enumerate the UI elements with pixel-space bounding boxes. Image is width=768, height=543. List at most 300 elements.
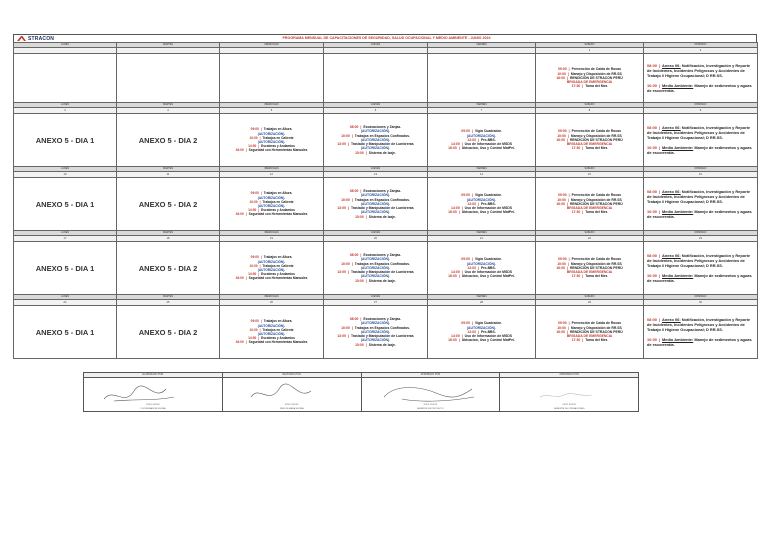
session-text: BRIGADA DE EMERGENCIA xyxy=(566,206,613,211)
session-time: 08:00 xyxy=(349,317,359,322)
session-text: Sistema de Izaje. xyxy=(368,342,396,347)
date-number-cell: 4 xyxy=(117,108,220,114)
separator: | xyxy=(658,337,661,342)
session-text: Prevención de Caída de Rocas xyxy=(571,257,621,262)
day-cell-fri xyxy=(428,306,536,359)
date-number-cell: 9 xyxy=(644,108,758,114)
session-time: 16:00 xyxy=(556,265,565,270)
annex-label: ANEXO 5 - DIA 2 xyxy=(138,199,198,209)
session-line xyxy=(324,343,427,347)
session-line xyxy=(647,209,754,219)
date-number-cell: 7 xyxy=(428,108,536,114)
session-time: 12:00 xyxy=(467,329,477,334)
day-name-cell: MIÉRCOLES xyxy=(220,43,324,48)
session-line xyxy=(324,215,427,219)
session-text: (AUTORIZACIÓN). xyxy=(257,332,286,336)
date-number-cell: 21 xyxy=(428,236,536,242)
session-topic-heading: Medio Ambiente: xyxy=(662,83,694,88)
signature-cell xyxy=(500,373,638,411)
session-time: 09:00 xyxy=(557,67,567,72)
session-time: 10:00 xyxy=(647,145,657,150)
signature-header: APROBADO POR xyxy=(500,373,638,378)
day-name-cell: SÁBADO xyxy=(536,103,644,108)
day-cell-mon xyxy=(14,114,117,167)
session-line xyxy=(324,279,427,283)
annex-label: ANEXO 5 - DIA 2 xyxy=(138,327,198,337)
separator: | xyxy=(458,338,460,343)
day-name-cell: JUEVES xyxy=(324,167,428,172)
session-text: Notificación, Investigación y Reporte de Incidentes, Incidentes Peligrosos y Accidentes de Trabajo // Higiene Ocupacional; D RR.SS. xyxy=(647,63,751,78)
separator: | xyxy=(259,135,261,140)
session-text: Escaleras y Andamios xyxy=(261,208,295,213)
session-list xyxy=(324,317,427,346)
session-text: Toma del Mes xyxy=(585,146,608,151)
day-name-cell: DOMINGO xyxy=(644,167,758,172)
session-topic-heading: Anexo 06: xyxy=(662,189,681,194)
session-text: Notificación, Investigación y Reporte de Incidentes, Incidentes Peligrosos y Accidentes de Trabajo // Higiene Ocupacional; D RR.SS. xyxy=(647,317,751,332)
day-cell-fri xyxy=(428,114,536,167)
session-text: (AUTORIZACIÓN). xyxy=(257,259,286,264)
date-number-cell: 8 xyxy=(536,108,644,114)
session-time: 10:00 xyxy=(557,71,566,76)
session-text: (AUTORIZACIÓN). xyxy=(360,338,391,343)
date-number-cell: 5 xyxy=(220,108,324,114)
session-line xyxy=(647,253,754,268)
session-time: 10:00 xyxy=(341,133,350,138)
session-text: Manejo de sedimentos y aguas de escorrentía. xyxy=(647,209,752,219)
separator: | xyxy=(351,133,353,138)
session-text: Toma del Mes xyxy=(585,84,608,89)
session-text: Escaleras y Andamios xyxy=(261,272,295,277)
day-cell-sat xyxy=(536,114,644,167)
session-time: 16:00 xyxy=(448,146,457,151)
date-number-cell: 15 xyxy=(536,172,644,178)
session-text: Trabajos en Caliente xyxy=(262,135,294,140)
separator: | xyxy=(567,71,569,76)
session-text: Notificación, Investigación y Reporte de Incidentes, Incidentes Peligrosos y Accidentes de Trabajo // Higiene Ocupacional; D RR.SS. xyxy=(647,189,751,204)
day-cell-sun xyxy=(644,54,758,103)
signature-header: APROBADO POR xyxy=(362,373,500,378)
session-text: Manejo y Disposición de RR.SS xyxy=(570,133,622,138)
session-text: Trabajos en Espacios Confinados. xyxy=(354,133,410,138)
signer-name: XXXX XXXXX xyxy=(562,404,576,406)
session-list xyxy=(536,129,643,150)
session-text: Trabajos en Altura. xyxy=(263,319,293,324)
session-time: 13:00 xyxy=(337,270,346,275)
day-name-cell: LUNES xyxy=(14,167,117,172)
session-line xyxy=(428,210,535,214)
session-text: (AUTORIZACIÓN). xyxy=(360,137,391,142)
session-text: Traslado y Manipulación de Lumbreras xyxy=(350,334,414,339)
separator: | xyxy=(461,270,463,275)
session-list xyxy=(536,321,643,342)
session-topic-heading: Anexo 06: xyxy=(662,125,681,130)
session-text: Uso de Información de MSDS xyxy=(464,270,512,275)
separator: | xyxy=(365,342,367,347)
session-line xyxy=(428,338,535,342)
session-text: (AUTORIZACIÓN). xyxy=(360,146,391,151)
date-number-cell: 13 xyxy=(324,172,428,178)
day-cell-thu xyxy=(324,306,428,359)
session-time: 15:00 xyxy=(355,150,364,155)
separator: | xyxy=(566,75,568,80)
separator: | xyxy=(568,257,570,262)
session-list xyxy=(428,321,535,342)
date-number-cell: 11 xyxy=(117,172,220,178)
session-time: 08:00 xyxy=(349,189,359,194)
date-number-cell: 18 xyxy=(117,236,220,242)
date-number-cell: 17 xyxy=(14,236,117,242)
session-line xyxy=(647,273,754,283)
separator: | xyxy=(471,321,473,326)
session-list xyxy=(644,125,757,155)
date-number-cell: 19 xyxy=(220,236,324,242)
session-text: Pre-BBS. xyxy=(480,265,496,270)
day-cell-fri xyxy=(428,242,536,295)
day-name-cell: VIERNES xyxy=(428,167,536,172)
signature-cell xyxy=(84,373,223,411)
date-number-cell: 2 xyxy=(644,48,758,54)
session-text: (AUTORIZACIÓN). xyxy=(360,201,391,206)
session-text: Escaleras y Andamios xyxy=(261,144,295,149)
session-text: Trabajos en Caliente xyxy=(262,263,294,268)
session-text: Prevención de Caída de Rocas xyxy=(571,321,621,326)
separator: | xyxy=(458,274,460,279)
session-text: Excavaciones y Zanjas. xyxy=(363,125,402,130)
session-time: 16:00 xyxy=(448,274,457,279)
session-text: (AUTORIZACIÓN). xyxy=(360,193,391,198)
signature-scribble xyxy=(362,377,500,403)
session-line xyxy=(647,189,754,204)
date-number-cell: 25 xyxy=(117,300,220,306)
week-row xyxy=(14,306,758,359)
day-name-cell: MARTES xyxy=(117,167,220,172)
session-text: Manejo de sedimentos y aguas de escorrentía. xyxy=(647,83,752,93)
session-time: 16:00 xyxy=(235,212,244,217)
session-list xyxy=(324,189,427,218)
separator: | xyxy=(245,340,247,345)
day-name-cell: MIÉRCOLES xyxy=(220,103,324,108)
session-time: 16:00 xyxy=(556,137,565,142)
session-text: BRIGADA DE EMERGENCIA xyxy=(566,80,613,85)
session-text: Sistema de Izaje. xyxy=(368,150,396,155)
session-text: Trabajos en Altura. xyxy=(263,127,293,132)
session-text: Excavaciones y Zanjas. xyxy=(363,317,402,322)
day-name-cell: JUEVES xyxy=(324,43,428,48)
session-text: (AUTORIZACIÓN). xyxy=(257,204,286,208)
session-text: RENDICIÓN DE STRACON PERÚ xyxy=(569,329,623,334)
day-cell-mon xyxy=(14,242,117,295)
day-name-cell: MIÉRCOLES xyxy=(220,231,324,236)
session-list xyxy=(644,317,757,347)
session-time: 09:00 xyxy=(557,129,567,134)
session-line xyxy=(536,84,643,88)
signature-header: ELABORADO POR xyxy=(84,373,222,378)
separator: | xyxy=(259,327,261,332)
session-time: 16:00 xyxy=(556,201,565,206)
session-list xyxy=(428,129,535,150)
separator: | xyxy=(478,329,479,334)
separator: | xyxy=(658,83,661,88)
session-time: 10:00 xyxy=(249,135,258,140)
separator: | xyxy=(478,137,479,142)
day-name-cell: VIERNES xyxy=(428,231,536,236)
session-time: 15:00 xyxy=(355,278,364,283)
session-time: 10:00 xyxy=(557,325,566,330)
session-text: Excavaciones y Zanjas. xyxy=(363,189,402,194)
session-line xyxy=(647,337,754,347)
week-row xyxy=(14,54,758,103)
separator: | xyxy=(461,206,463,211)
session-text: Prevención de Caída de Rocas xyxy=(571,67,621,72)
session-time: 17:30 xyxy=(571,210,581,215)
date-number-cell: 27 xyxy=(324,300,428,306)
session-time: 09:00 xyxy=(250,191,259,196)
session-text: Pre-BBS. xyxy=(480,329,496,334)
session-text: Seguridad con Herramientas Manuales xyxy=(248,148,308,153)
session-text: Ubicacion, Uso y Control MatPel. xyxy=(461,210,515,215)
session-topic-heading: Anexo 06: xyxy=(662,63,681,68)
separator: | xyxy=(258,144,260,149)
annex-label: ANEXO 5 - DIA 1 xyxy=(35,327,95,337)
session-text: Notificación, Investigación y Reporte de Incidentes, Incidentes Peligrosos y Accidentes de Trabajo // Higiene Ocupacional; D RR.SS. xyxy=(647,125,751,140)
session-text: Sistema de Izaje. xyxy=(368,278,396,283)
session-text: BRIGADA DE EMERGENCIA xyxy=(566,334,613,339)
session-text: (AUTORIZACIÓN). xyxy=(360,210,391,215)
session-text: Traslado y Manipulación de Lumbreras xyxy=(350,206,414,211)
day-name-cell: SÁBADO xyxy=(536,43,644,48)
session-time: 08:00 xyxy=(349,125,359,130)
session-time: 12:00 xyxy=(467,265,477,270)
session-text: (AUTORIZACIÓN). xyxy=(257,323,286,328)
session-text: Manejo de sedimentos y aguas de escorrentía. xyxy=(647,145,752,155)
session-time: 10:00 xyxy=(647,209,657,214)
session-text: Sistema de Izaje. xyxy=(368,214,396,219)
session-topic-heading: Medio Ambiente: xyxy=(662,209,694,214)
separator: | xyxy=(567,325,569,330)
separator: | xyxy=(658,273,661,278)
separator: | xyxy=(260,191,262,196)
week-row xyxy=(14,178,758,231)
session-text: Manejo y Disposición de RR.SS xyxy=(570,325,622,330)
session-time: 12:00 xyxy=(467,201,477,206)
separator: | xyxy=(259,263,261,268)
session-list xyxy=(644,63,757,93)
session-topic-heading: Anexo 06: xyxy=(662,317,681,322)
date-number-cell: 22 xyxy=(536,236,644,242)
session-text: Toma del Mes xyxy=(585,210,608,215)
calendar-table xyxy=(13,42,758,359)
session-line xyxy=(647,317,754,332)
session-text: (AUTORIZACIÓN). xyxy=(360,257,391,262)
session-time: 13:00 xyxy=(337,206,346,211)
session-list xyxy=(536,193,643,214)
day-cell-tue xyxy=(117,178,220,231)
day-name-cell: MARTES xyxy=(117,43,220,48)
separator: | xyxy=(351,261,353,266)
session-time: 08:00 xyxy=(647,317,657,322)
session-time: 16:00 xyxy=(235,148,244,153)
day-cell-sat xyxy=(536,306,644,359)
annex-label: ANEXO 5 - DIA 2 xyxy=(138,135,198,145)
session-time: 14:00 xyxy=(248,272,257,277)
session-topic-heading: Medio Ambiente: xyxy=(662,337,694,342)
separator: | xyxy=(471,193,473,198)
session-text: Trabajos en Altura. xyxy=(263,255,293,260)
session-text: Manejo y Disposición de RR.SS xyxy=(570,71,622,76)
annex-label: ANEXO 5 - DIA 1 xyxy=(35,199,95,209)
session-line xyxy=(536,146,643,150)
separator: | xyxy=(478,265,479,270)
session-line xyxy=(220,276,323,280)
session-time: 10:00 xyxy=(249,263,258,268)
separator: | xyxy=(458,146,460,151)
signature-scribble xyxy=(84,377,222,403)
day-name-cell: LUNES xyxy=(14,295,117,300)
day-cell-thu xyxy=(324,54,428,103)
separator: | xyxy=(365,214,367,219)
session-time: 17:30 xyxy=(571,274,581,279)
brand-logo xyxy=(14,35,69,42)
day-cell-sat xyxy=(536,54,644,103)
day-name-cell: LUNES xyxy=(14,103,117,108)
session-text: Uso de Información de MSDS xyxy=(464,142,512,147)
session-time: 09:00 xyxy=(250,127,259,132)
separator: | xyxy=(658,189,661,194)
session-time: 09:00 xyxy=(250,319,259,324)
session-text: Vigía Cuadrador. xyxy=(474,193,502,198)
session-topic-heading: Medio Ambiente: xyxy=(662,145,694,150)
day-name-cell: MARTES xyxy=(117,103,220,108)
day-name-cell: LUNES xyxy=(14,43,117,48)
separator: | xyxy=(658,209,661,214)
session-text: Prevención de Caída de Rocas xyxy=(571,129,621,134)
day-cell-wed xyxy=(220,54,324,103)
session-line xyxy=(220,340,323,344)
session-time: 14:00 xyxy=(451,142,460,147)
separator: | xyxy=(658,63,661,68)
day-cell-fri xyxy=(428,178,536,231)
separator: | xyxy=(258,336,260,341)
session-text: Ubicacion, Uso y Control MatPel. xyxy=(461,274,515,279)
day-name-cell: MIÉRCOLES xyxy=(220,295,324,300)
separator: | xyxy=(461,142,463,147)
session-text: Prevención de Caída de Rocas xyxy=(571,193,621,198)
day-name-cell: SÁBADO xyxy=(536,231,644,236)
session-text: (AUTORIZACIÓN). xyxy=(360,274,391,279)
session-text: RENDICIÓN DE STRACON PERÚ xyxy=(569,137,623,142)
session-time: 08:00 xyxy=(647,63,657,68)
signature-header: REVISADO POR xyxy=(223,373,361,378)
separator: | xyxy=(461,334,463,339)
session-text: (AUTORIZACIÓN). xyxy=(360,329,391,334)
brand-name: STRACON xyxy=(28,35,55,42)
day-cell-mon xyxy=(14,54,117,103)
session-text: Uso de Información de MSDS xyxy=(464,206,512,211)
week-row xyxy=(14,242,758,295)
session-text: Manejo de sedimentos y aguas de escorrentía. xyxy=(647,337,752,347)
session-time: 15:00 xyxy=(355,214,364,219)
session-time: 17:30 xyxy=(571,146,581,151)
separator: | xyxy=(658,125,661,130)
separator: | xyxy=(566,137,568,142)
session-text: Trabajos en Espacios Confinados. xyxy=(354,197,410,202)
session-time: 14:00 xyxy=(248,144,257,149)
session-text: Excavaciones y Zanjas. xyxy=(363,253,402,258)
session-text: (AUTORIZACIÓN). xyxy=(466,197,497,202)
session-text: (AUTORIZACIÓN). xyxy=(360,129,391,134)
separator: | xyxy=(458,210,460,215)
separator: | xyxy=(347,206,349,211)
separator: | xyxy=(582,274,584,279)
date-number-cell: 12 xyxy=(220,172,324,178)
session-list xyxy=(428,257,535,278)
signer-role: JEFE DE ÁREA SSOMA xyxy=(279,408,304,410)
session-text: Trabajos en Espacios Confinados. xyxy=(354,261,410,266)
session-list xyxy=(220,319,323,344)
signer-role: COORDINADOR SSOMA xyxy=(140,408,166,410)
session-time: 10:00 xyxy=(341,197,350,202)
session-line xyxy=(428,274,535,278)
session-time: 15:00 xyxy=(355,342,364,347)
day-name-cell: VIERNES xyxy=(428,295,536,300)
separator: | xyxy=(568,321,570,326)
day-cell-wed xyxy=(220,114,324,167)
session-time: 10:00 xyxy=(647,337,657,342)
separator: | xyxy=(566,329,568,334)
session-list xyxy=(428,193,535,214)
signature-cell xyxy=(362,373,501,411)
session-text: Vigía Cuadrador. xyxy=(474,257,502,262)
separator: | xyxy=(567,133,569,138)
session-text: (AUTORIZACIÓN). xyxy=(257,195,286,200)
separator: | xyxy=(568,193,570,198)
session-text: Vigía Cuadrador. xyxy=(474,129,502,134)
brand-mark-icon xyxy=(17,36,26,41)
session-list xyxy=(220,255,323,280)
day-name-cell: MARTES xyxy=(117,231,220,236)
signature-cell xyxy=(223,373,362,411)
session-text: Manejo de sedimentos y aguas de escorrentía. xyxy=(647,273,752,283)
session-list xyxy=(324,125,427,154)
date-number-cell: 23 xyxy=(644,236,758,242)
day-cell-thu xyxy=(324,114,428,167)
session-topic-heading: Anexo 06: xyxy=(662,253,681,258)
session-text: RENDICIÓN DE STRACON PERÚ xyxy=(569,201,623,206)
separator: | xyxy=(568,129,570,134)
separator: | xyxy=(245,148,247,153)
separator: | xyxy=(568,67,570,72)
separator: | xyxy=(658,253,661,258)
day-name-cell: DOMINGO xyxy=(644,231,758,236)
session-time: 16:00 xyxy=(556,329,565,334)
session-list xyxy=(220,127,323,152)
session-text: Seguridad con Herramientas Manuales xyxy=(248,212,308,217)
session-time: 14:00 xyxy=(451,206,460,211)
session-time: 10:00 xyxy=(647,273,657,278)
separator: | xyxy=(566,265,568,270)
session-text: (AUTORIZACIÓN). xyxy=(257,268,286,272)
session-time: 13:00 xyxy=(337,142,346,147)
session-time: 14:00 xyxy=(248,336,257,341)
session-text: RENDICIÓN DE STRACON PERÚ xyxy=(569,75,623,80)
session-line xyxy=(220,212,323,216)
day-name-cell: JUEVES xyxy=(324,295,428,300)
session-text: Ubicacion, Uso y Control MatPel. xyxy=(461,338,515,343)
day-cell-tue xyxy=(117,114,220,167)
calendar-sheet xyxy=(13,34,757,359)
signer-name: XXXX XXXXX xyxy=(146,404,160,406)
